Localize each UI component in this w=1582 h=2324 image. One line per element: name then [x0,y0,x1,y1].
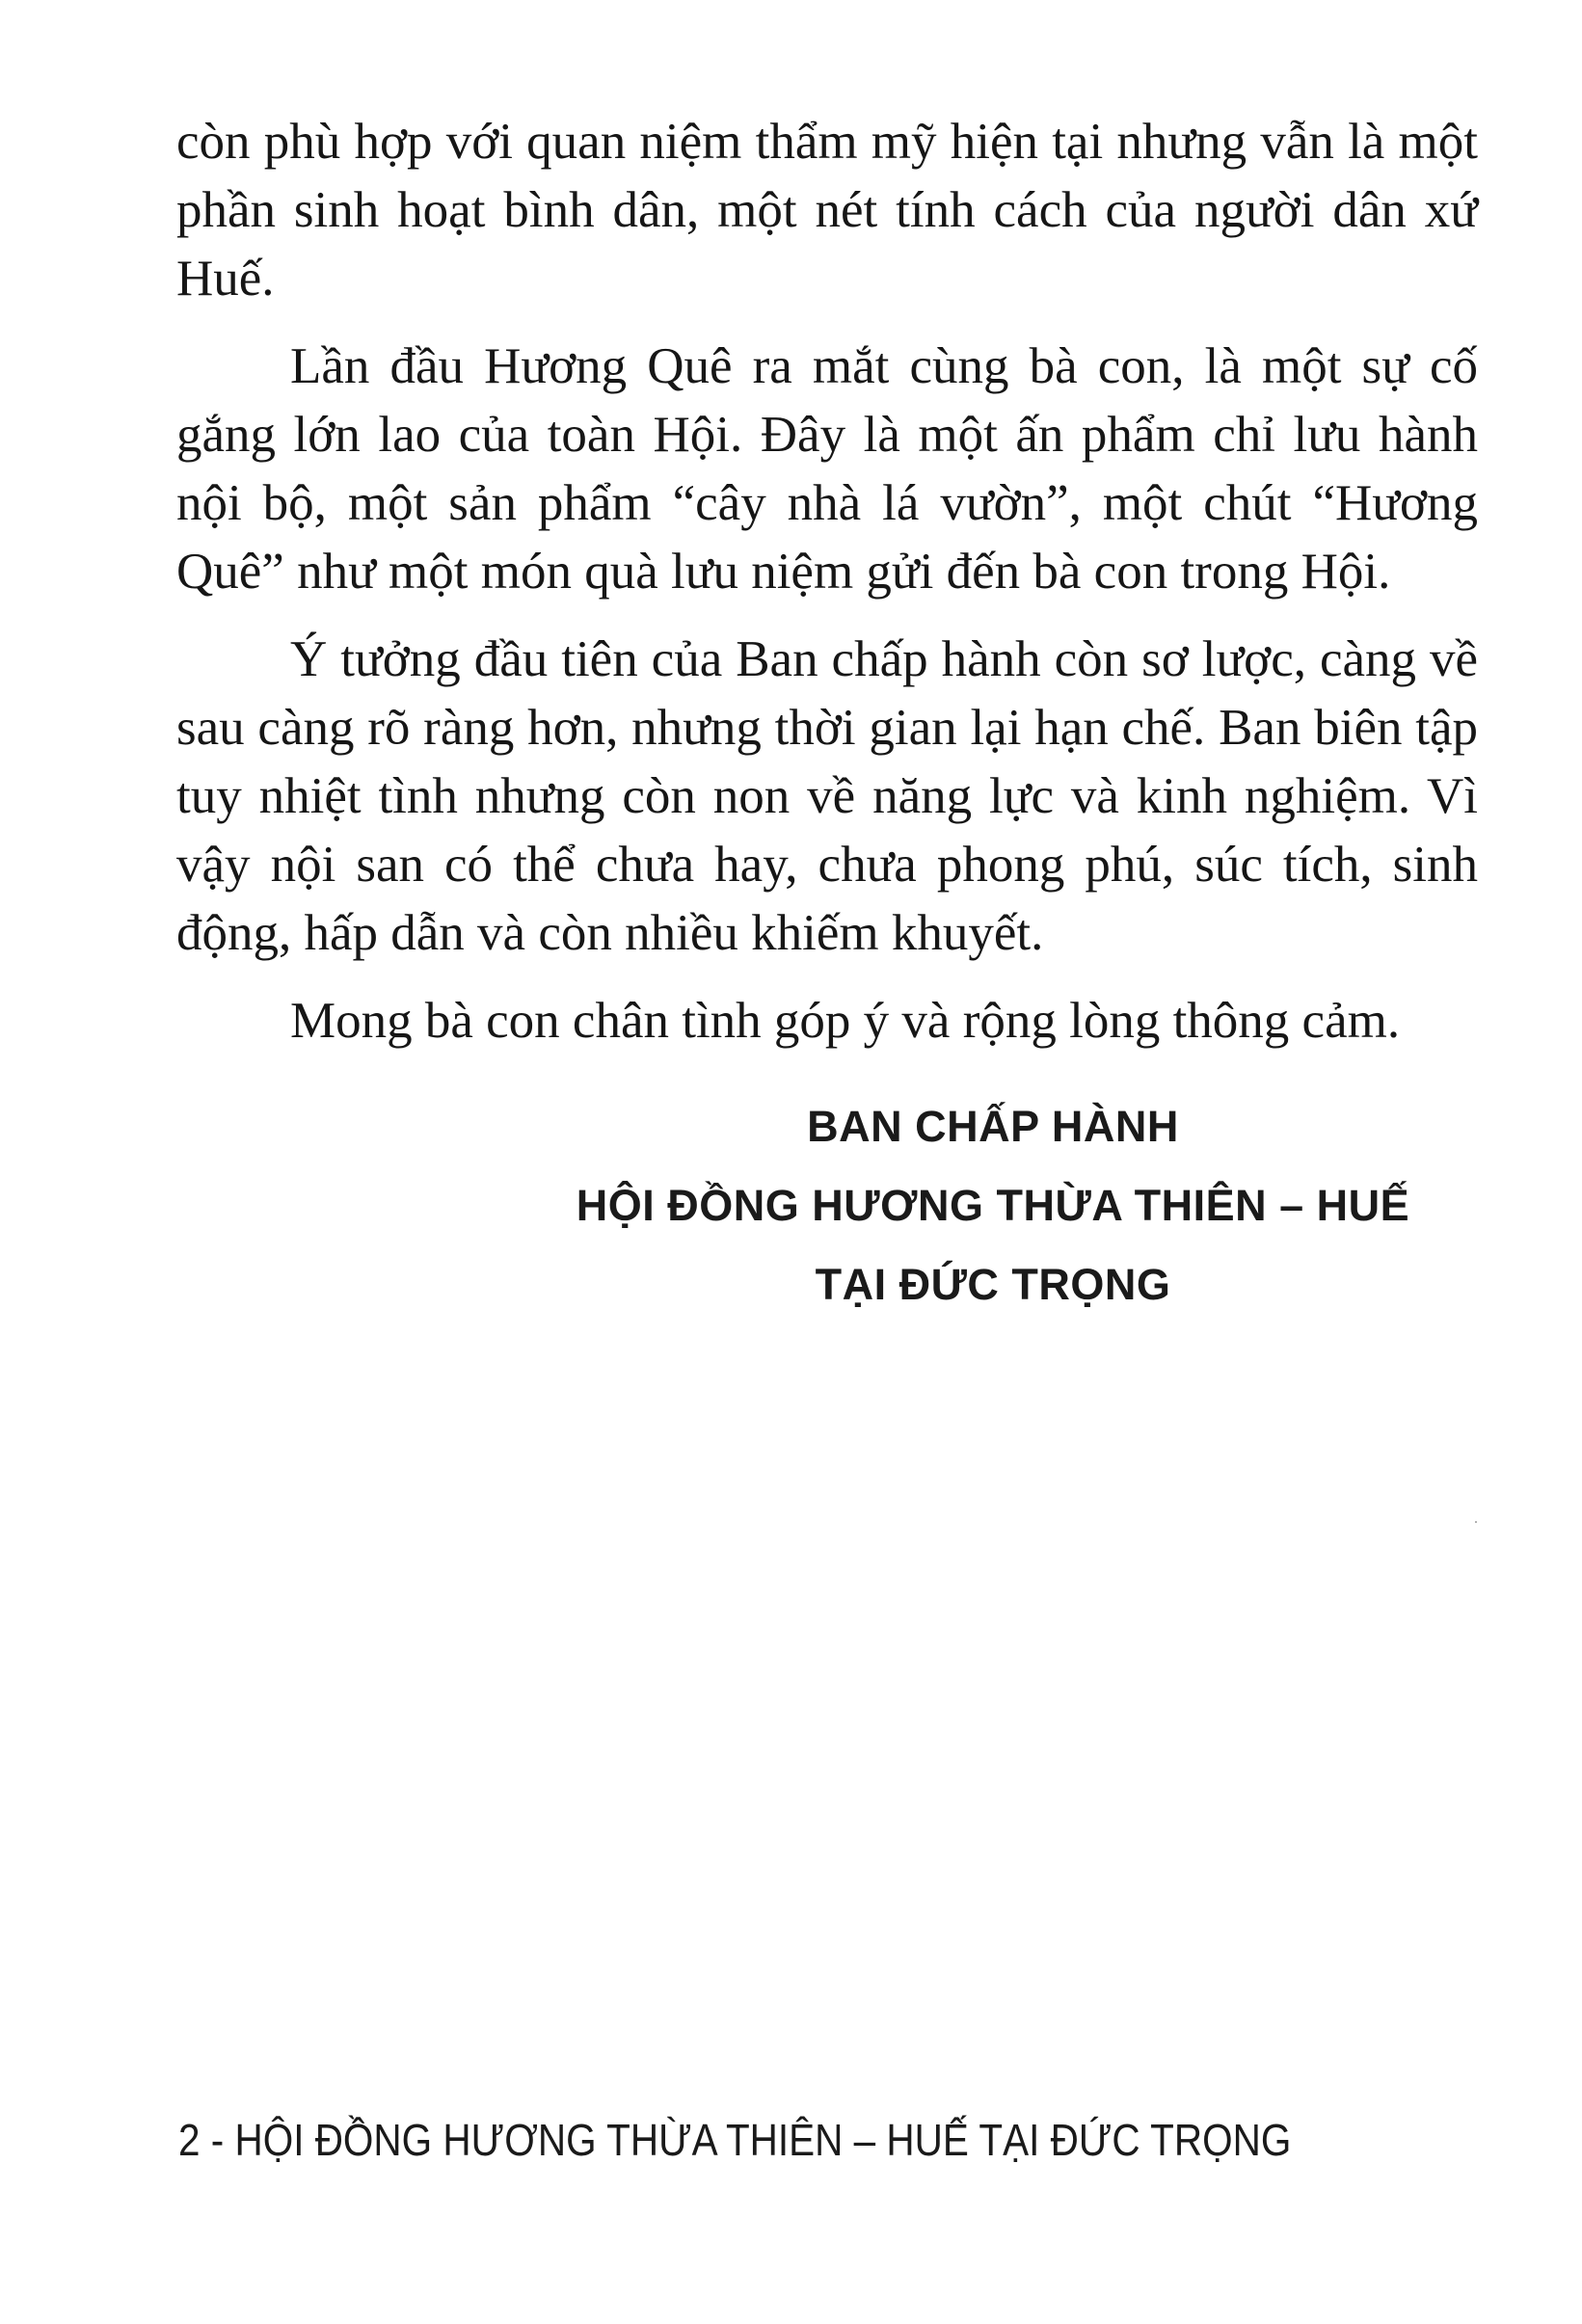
page-footer: 2 - HỘI ĐỒNG HƯƠNG THỪA THIÊN – HUẾ TẠI ĐỨC TRỌNG [178,2115,1292,2165]
signature-committee: BAN CHẤP HÀNH [807,1102,1179,1151]
paragraph-closing: Mong bà con chân tình góp ý và rộng lòng thông cảm. [290,993,1401,1049]
signature-location: TẠI ĐỨC TRỌNG [815,1260,1171,1309]
paragraph-continuation: còn phù hợp với quan niệm thẩm mỹ hiện tại nhưng vẫn là một phần sinh hoạt bình dân, một nét tính cách của người dân xứ Huế. [176,114,1478,307]
paragraph-launch: Lần đầu Hương Quê ra mắt cùng bà con, là một sự cố gắng lớn lao của toàn Hội. Đây là một ấn phẩm chỉ lưu hành nội bộ, một sản phẩm “cây nhà lá vườn”, một chút “Hương Quê” như một món quà lưu niệm gửi đến bà con trong Hội. [176,338,1478,600]
scan-speck [1475,1521,1477,1523]
signature-block [540,1087,1446,1324]
body-text [176,108,1478,1075]
paragraph-ideas: Ý tưởng đầu tiên của Ban chấp hành còn sơ lược, càng về sau càng rõ ràng hơn, nhưng thời gian lại hạn chế. Ban biên tập tuy nhiệt tình nhưng còn non về năng lực và kinh nghiệm. Vì vậy nội san có thể chưa hay, chưa phong phú, súc tích, sinh động, hấp dẫn và còn nhiều khiếm khuyết. [176,631,1478,961]
signature-association: HỘI ĐỒNG HƯƠNG THỪA THIÊN – HUẾ [576,1181,1410,1230]
